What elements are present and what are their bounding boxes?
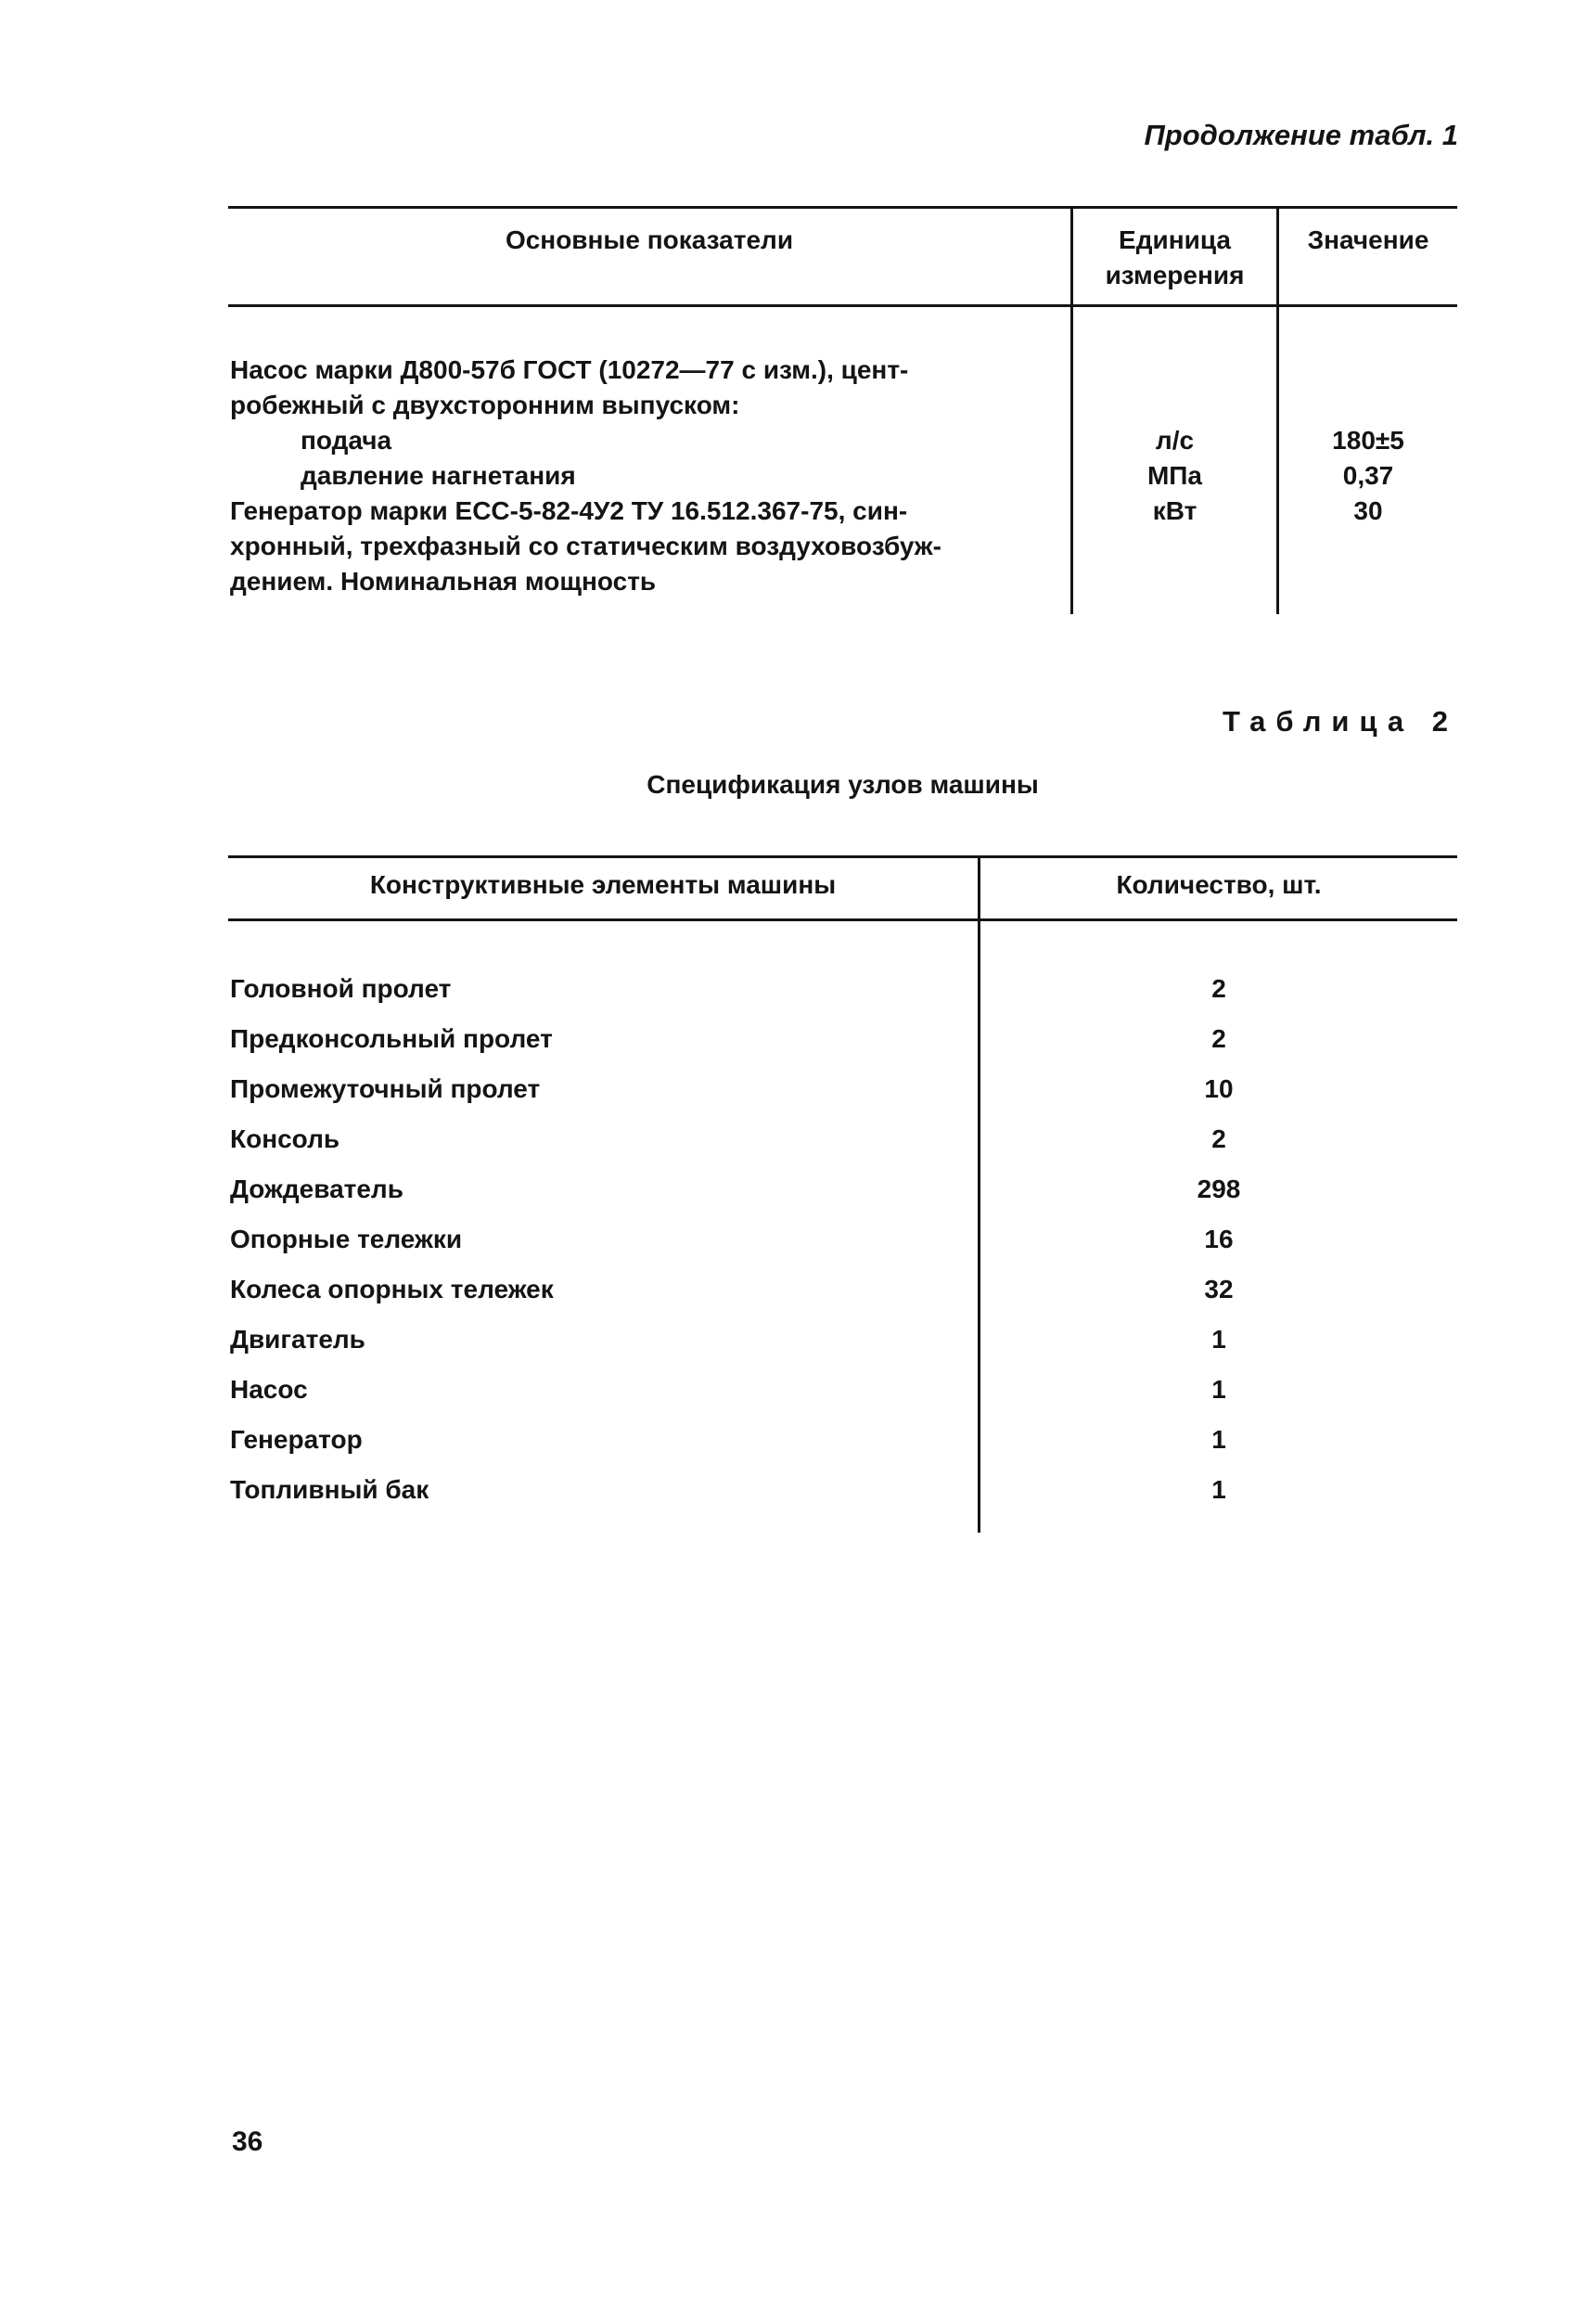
table-2-label: Таблица 2 (1222, 705, 1458, 738)
table-1-unit-cell: кВт (1152, 496, 1197, 525)
table-row (228, 1223, 1457, 1273)
table-1-text-line: Насос марки Д800-57б ГОСТ (10272—77 с изм.), цент- (230, 355, 909, 384)
table-row (228, 1423, 1457, 1473)
table-row (228, 1323, 1457, 1373)
row-quantity: 32 (1204, 1275, 1234, 1303)
table-2-header-rule (228, 918, 1457, 921)
table-2-header-quantity: Количество, шт. (1116, 870, 1322, 899)
table-row (228, 1373, 1457, 1423)
row-name: Консоль (230, 1124, 340, 1153)
row-name: Опорные тележки (230, 1225, 463, 1253)
row-quantity: 10 (1204, 1074, 1234, 1103)
table-1-unit-cell: МПа (1146, 461, 1203, 490)
table-1-description (230, 353, 1056, 599)
row-quantity: 16 (1204, 1225, 1234, 1253)
table-1-text-line: давление нагнетания (301, 461, 576, 490)
row-quantity: 2 (1211, 974, 1226, 1003)
table-1-text-line: робежный с двухсторонним выпуском: (230, 391, 740, 419)
row-name: Предконсольный пролет (230, 1024, 553, 1053)
row-name: Насос (230, 1375, 308, 1404)
table-2-rows (228, 972, 1457, 1523)
table-1-value-cell: 30 (1353, 496, 1383, 525)
table-1-column-divider-2 (1276, 206, 1279, 614)
table-1-value-cell: 0,37 (1342, 461, 1394, 490)
row-quantity: 2 (1211, 1024, 1226, 1053)
table-1-header-unit (1073, 223, 1276, 293)
row-quantity: 1 (1211, 1425, 1226, 1454)
table-row (228, 1473, 1457, 1523)
table-1 (228, 206, 1457, 614)
row-name: Дождеватель (230, 1175, 403, 1203)
row-quantity: 2 (1211, 1124, 1226, 1153)
table-row (228, 972, 1457, 1022)
row-name: Топливный бак (230, 1475, 429, 1504)
table-1-header-params: Основные показатели (505, 225, 794, 254)
table-1-header-unit-line2: измерения (1105, 261, 1245, 289)
row-quantity: 1 (1211, 1475, 1226, 1504)
table-row (228, 1022, 1457, 1072)
row-name: Генератор (230, 1425, 363, 1454)
table-1-unit-cell: л/с (1155, 426, 1195, 455)
table-1-values (1279, 423, 1457, 529)
row-name: Колеса опорных тележек (230, 1275, 554, 1303)
row-quantity: 298 (1197, 1175, 1241, 1203)
table-1-value-cell: 180±5 (1332, 426, 1404, 455)
table-row (228, 1072, 1457, 1123)
table-1-header-value: Значение (1307, 225, 1429, 254)
row-name: Двигатель (230, 1325, 365, 1354)
table-1-units (1073, 423, 1276, 529)
table-continuation-note: Продолжение табл. 1 (1144, 119, 1458, 151)
table-2 (228, 855, 1457, 1533)
row-name: Головной пролет (230, 974, 452, 1003)
table-2-top-rule (228, 855, 1457, 858)
table-row (228, 1173, 1457, 1223)
table-1-text-line: Генератор марки ЕСС-5-82-4У2 ТУ 16.512.367-75, син- (230, 496, 908, 525)
table-2-header-elements: Конструктивные элементы машины (369, 870, 837, 899)
row-quantity: 1 (1211, 1325, 1226, 1354)
table-row (228, 1123, 1457, 1173)
row-quantity: 1 (1211, 1375, 1226, 1404)
table-1-top-rule (228, 206, 1457, 209)
table-1-text-line: дением. Номинальная мощность (230, 567, 657, 596)
table-1-text-line: подача (301, 426, 392, 455)
table-1-header-rule (228, 304, 1457, 307)
row-name: Промежуточный пролет (230, 1074, 541, 1103)
page-number: 36 (232, 2126, 263, 2157)
table-1-text-line: хронный, трехфазный со статическим воздуховозбуж- (230, 532, 941, 560)
table-2-title: Спецификация узлов машины (647, 770, 1039, 799)
table-row (228, 1273, 1457, 1323)
table-1-header-unit-line1: Единица (1119, 225, 1231, 254)
